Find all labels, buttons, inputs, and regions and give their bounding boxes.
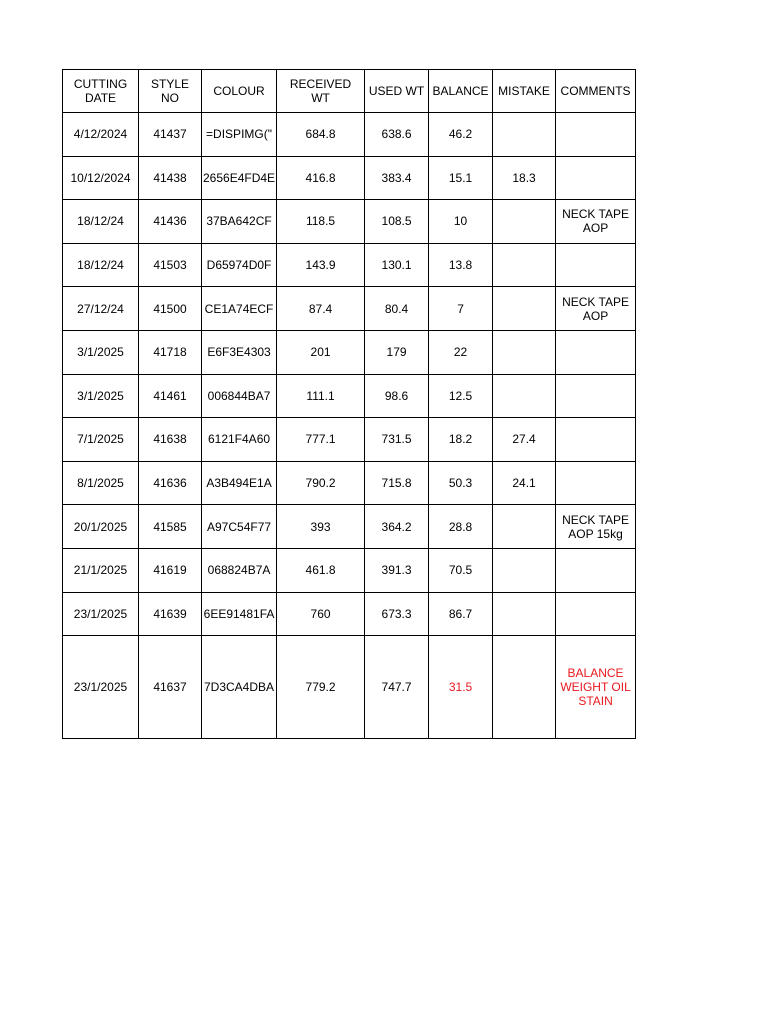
balance-cell: 86.7 [429,592,493,636]
mistake-cell [493,548,556,592]
received-wt-cell: 393 [277,505,365,549]
comments-cell [556,330,636,374]
cutting-date-cell: 8/1/2025 [63,461,139,505]
mistake-cell: 18.3 [493,156,556,200]
table-row [63,243,636,287]
received-wt-cell: 143.9 [277,243,365,287]
comments-cell [556,548,636,592]
mistake-cell [493,505,556,549]
style-no-cell: 41636 [139,461,202,505]
balance-cell: 22 [429,330,493,374]
used-wt-cell: 364.2 [365,505,429,549]
mistake-cell [493,113,556,157]
cutting-date-cell: 18/12/24 [63,243,139,287]
used-wt-cell: 391.3 [365,548,429,592]
balance-cell: 70.5 [429,548,493,592]
colour-cell: 6EE91481FA [202,592,277,636]
used-wt-cell: 747.7 [365,636,429,739]
table-row [63,548,636,592]
colour-cell: 7D3CA4DBA [202,636,277,739]
received-wt-cell: 416.8 [277,156,365,200]
used-wt-cell: 98.6 [365,374,429,418]
received-wt-cell: 118.5 [277,200,365,244]
header-cutting-date: CUTTING DATE [63,70,139,113]
balance-cell: 50.3 [429,461,493,505]
used-wt-cell: 673.3 [365,592,429,636]
table-row [63,374,636,418]
used-wt-cell: 731.5 [365,418,429,462]
cutting-date-cell: 20/1/2025 [63,505,139,549]
received-wt-cell: 111.1 [277,374,365,418]
received-wt-cell: 684.8 [277,113,365,157]
received-wt-cell: 87.4 [277,287,365,331]
balance-cell: 12.5 [429,374,493,418]
cutting-date-cell: 7/1/2025 [63,418,139,462]
cutting-date-cell: 18/12/24 [63,200,139,244]
received-wt-cell: 201 [277,330,365,374]
balance-cell: 10 [429,200,493,244]
cutting-date-cell: 23/1/2025 [63,592,139,636]
cutting-date-cell: 3/1/2025 [63,374,139,418]
cutting-date-cell: 27/12/24 [63,287,139,331]
cutting-date-cell: 21/1/2025 [63,548,139,592]
colour-cell: 37BA642CF [202,200,277,244]
style-no-cell: 41503 [139,243,202,287]
comments-cell: NECK TAPE AOP 15kg [556,505,636,549]
used-wt-cell: 715.8 [365,461,429,505]
colour-cell: 6121F4A60 [202,418,277,462]
comments-cell [556,113,636,157]
comments-cell: NECK TAPE AOP [556,200,636,244]
style-no-cell: 41639 [139,592,202,636]
style-no-cell: 41500 [139,287,202,331]
style-no-cell: 41461 [139,374,202,418]
mistake-cell [493,330,556,374]
colour-cell: A97C54F77 [202,505,277,549]
colour-cell: 006844BA7 [202,374,277,418]
colour-cell: A3B494E1A [202,461,277,505]
header-comments: COMMENTS [556,70,636,113]
mistake-cell: 24.1 [493,461,556,505]
colour-cell: 2656E4FD4E [202,156,277,200]
colour-cell: D65974D0F [202,243,277,287]
header-colour: COLOUR [202,70,277,113]
style-no-cell: 41438 [139,156,202,200]
header-style-no: STYLE NO [139,70,202,113]
style-no-cell: 41437 [139,113,202,157]
comments-cell [556,461,636,505]
mistake-cell [493,636,556,739]
style-no-cell: 41718 [139,330,202,374]
balance-cell: 13.8 [429,243,493,287]
comments-cell [556,418,636,462]
balance-cell: 7 [429,287,493,331]
received-wt-cell: 760 [277,592,365,636]
table-row [63,636,636,739]
table-row [63,592,636,636]
cutting-date-cell: 10/12/2024 [63,156,139,200]
style-no-cell: 41585 [139,505,202,549]
used-wt-cell: 383.4 [365,156,429,200]
table-row [63,287,636,331]
used-wt-cell: 130.1 [365,243,429,287]
comments-cell: NECK TAPE AOP [556,287,636,331]
header-used-wt: USED WT [365,70,429,113]
mistake-cell [493,243,556,287]
cutting-date-cell: 3/1/2025 [63,330,139,374]
style-no-cell: 41436 [139,200,202,244]
colour-cell: =DISPIMG(" [202,113,277,157]
balance-cell: 28.8 [429,505,493,549]
colour-cell: E6F3E4303 [202,330,277,374]
header-balance: BALANCE [429,70,493,113]
style-no-cell: 41637 [139,636,202,739]
used-wt-cell: 80.4 [365,287,429,331]
cutting-date-cell: 4/12/2024 [63,113,139,157]
mistake-cell [493,374,556,418]
table-row [63,461,636,505]
mistake-cell: 27.4 [493,418,556,462]
comments-cell [556,592,636,636]
received-wt-cell: 790.2 [277,461,365,505]
style-no-cell: 41638 [139,418,202,462]
balance-cell: 46.2 [429,113,493,157]
colour-cell: CE1A74ECF [202,287,277,331]
mistake-cell [493,592,556,636]
table-row [63,418,636,462]
colour-cell: 068824B7A [202,548,277,592]
comments-cell [556,243,636,287]
table-row [63,330,636,374]
comments-cell [556,156,636,200]
balance-cell: 18.2 [429,418,493,462]
balance-cell-highlighted: 31.5 [429,636,493,739]
mistake-cell [493,287,556,331]
mistake-cell [493,200,556,244]
received-wt-cell: 777.1 [277,418,365,462]
used-wt-cell: 179 [365,330,429,374]
header-mistake: MISTAKE [493,70,556,113]
header-row [63,70,636,113]
used-wt-cell: 108.5 [365,200,429,244]
style-no-cell: 41619 [139,548,202,592]
table-row [63,200,636,244]
header-received-wt: RECEIVED WT [277,70,365,113]
comments-cell [556,374,636,418]
table-row [63,113,636,157]
received-wt-cell: 779.2 [277,636,365,739]
cutting-date-cell: 23/1/2025 [63,636,139,739]
comments-cell-highlighted: BALANCE WEIGHT OIL STAIN [556,636,636,739]
table-row [63,505,636,549]
balance-cell: 15.1 [429,156,493,200]
table-row [63,156,636,200]
received-wt-cell: 461.8 [277,548,365,592]
cutting-table [62,69,636,739]
used-wt-cell: 638.6 [365,113,429,157]
